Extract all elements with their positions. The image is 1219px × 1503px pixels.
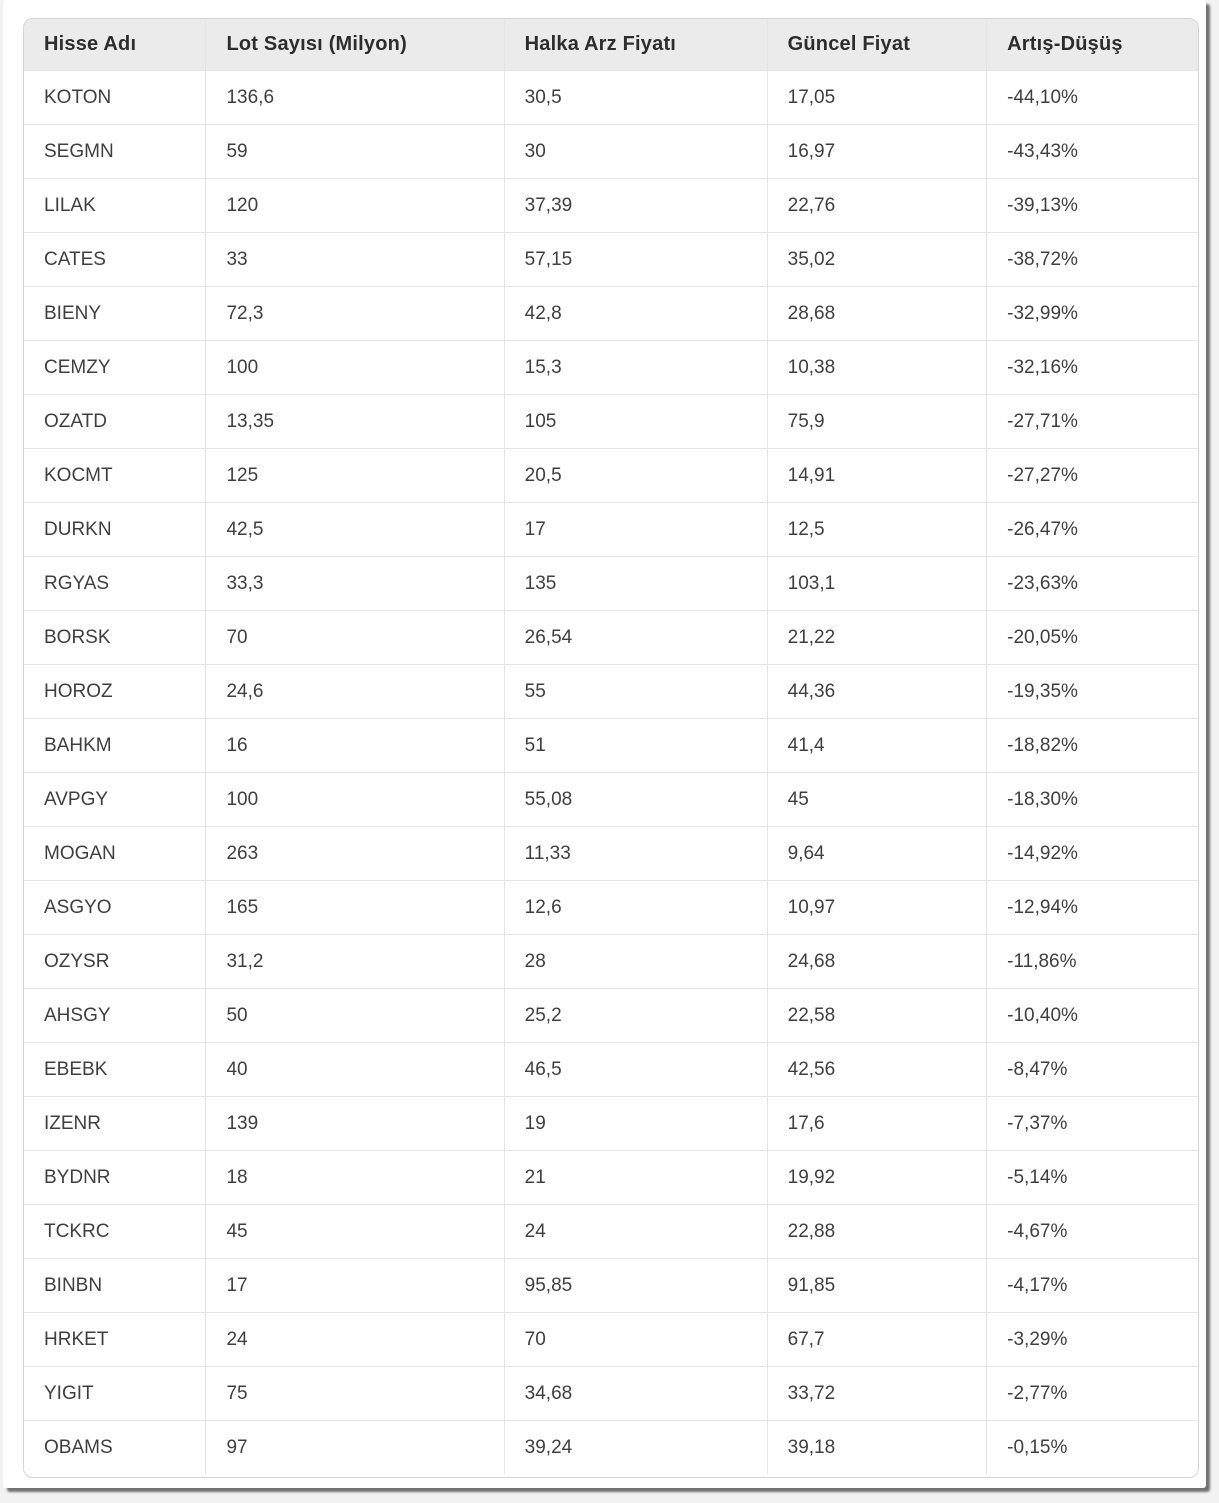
cell-guncel-fiyat: 17,6 — [767, 1097, 987, 1151]
cell-halka-arz-fiyati: 57,15 — [504, 233, 767, 287]
cell-lot-sayisi: 100 — [206, 773, 504, 827]
cell-halka-arz-fiyati: 34,68 — [504, 1367, 767, 1421]
cell-lot-sayisi: 45 — [206, 1205, 504, 1259]
cell-artis-dusus: -12,94% — [987, 881, 1198, 935]
cell-guncel-fiyat: 22,88 — [767, 1205, 987, 1259]
table-row — [24, 449, 1198, 503]
cell-guncel-fiyat: 16,97 — [767, 125, 987, 179]
cell-halka-arz-fiyati: 19 — [504, 1097, 767, 1151]
table-row — [24, 827, 1198, 881]
cell-hisse-adi: RGYAS — [24, 557, 206, 611]
cell-guncel-fiyat: 35,02 — [767, 233, 987, 287]
cell-artis-dusus: -26,47% — [987, 503, 1198, 557]
cell-hisse-adi: BORSK — [24, 611, 206, 665]
cell-halka-arz-fiyati: 105 — [504, 395, 767, 449]
cell-artis-dusus: -10,40% — [987, 989, 1198, 1043]
cell-guncel-fiyat: 21,22 — [767, 611, 987, 665]
cell-lot-sayisi: 139 — [206, 1097, 504, 1151]
cell-hisse-adi: SEGMN — [24, 125, 206, 179]
table-row — [24, 1421, 1198, 1475]
cell-lot-sayisi: 42,5 — [206, 503, 504, 557]
cell-hisse-adi: CEMZY — [24, 341, 206, 395]
cell-lot-sayisi: 33,3 — [206, 557, 504, 611]
cell-guncel-fiyat: 39,18 — [767, 1421, 987, 1475]
cell-halka-arz-fiyati: 11,33 — [504, 827, 767, 881]
cell-guncel-fiyat: 45 — [767, 773, 987, 827]
cell-halka-arz-fiyati: 95,85 — [504, 1259, 767, 1313]
cell-guncel-fiyat: 12,5 — [767, 503, 987, 557]
cell-halka-arz-fiyati: 37,39 — [504, 179, 767, 233]
cell-hisse-adi: BINBN — [24, 1259, 206, 1313]
cell-guncel-fiyat: 75,9 — [767, 395, 987, 449]
cell-guncel-fiyat: 91,85 — [767, 1259, 987, 1313]
cell-halka-arz-fiyati: 55,08 — [504, 773, 767, 827]
cell-halka-arz-fiyati: 70 — [504, 1313, 767, 1367]
cell-artis-dusus: -0,15% — [987, 1421, 1198, 1475]
cell-lot-sayisi: 31,2 — [206, 935, 504, 989]
cell-halka-arz-fiyati: 21 — [504, 1151, 767, 1205]
table-row — [24, 719, 1198, 773]
cell-artis-dusus: -8,47% — [987, 1043, 1198, 1097]
table-row — [24, 1259, 1198, 1313]
cell-hisse-adi: BYDNR — [24, 1151, 206, 1205]
cell-artis-dusus: -2,77% — [987, 1367, 1198, 1421]
cell-hisse-adi: CATES — [24, 233, 206, 287]
cell-lot-sayisi: 24,6 — [206, 665, 504, 719]
cell-lot-sayisi: 24 — [206, 1313, 504, 1367]
table-row — [24, 395, 1198, 449]
cell-hisse-adi: OZYSR — [24, 935, 206, 989]
cell-guncel-fiyat: 10,97 — [767, 881, 987, 935]
cell-artis-dusus: -27,71% — [987, 395, 1198, 449]
col-header-halka-arz-fiyati: Halka Arz Fiyatı — [504, 19, 767, 71]
table-row — [24, 233, 1198, 287]
cell-lot-sayisi: 40 — [206, 1043, 504, 1097]
cell-halka-arz-fiyati: 55 — [504, 665, 767, 719]
table-row — [24, 1313, 1198, 1367]
cell-hisse-adi: ASGYO — [24, 881, 206, 935]
cell-halka-arz-fiyati: 17 — [504, 503, 767, 557]
cell-halka-arz-fiyati: 39,24 — [504, 1421, 767, 1475]
col-header-hisse-adi: Hisse Adı — [24, 19, 206, 71]
cell-artis-dusus: -38,72% — [987, 233, 1198, 287]
cell-lot-sayisi: 16 — [206, 719, 504, 773]
cell-hisse-adi: KOTON — [24, 71, 206, 125]
cell-artis-dusus: -4,17% — [987, 1259, 1198, 1313]
cell-guncel-fiyat: 22,76 — [767, 179, 987, 233]
cell-halka-arz-fiyati: 30 — [504, 125, 767, 179]
cell-hisse-adi: KOCMT — [24, 449, 206, 503]
cell-hisse-adi: TCKRC — [24, 1205, 206, 1259]
cell-guncel-fiyat: 67,7 — [767, 1313, 987, 1367]
cell-artis-dusus: -19,35% — [987, 665, 1198, 719]
cell-hisse-adi: BAHKM — [24, 719, 206, 773]
table-row — [24, 287, 1198, 341]
cell-lot-sayisi: 100 — [206, 341, 504, 395]
cell-hisse-adi: AHSGY — [24, 989, 206, 1043]
cell-halka-arz-fiyati: 51 — [504, 719, 767, 773]
table-row — [24, 881, 1198, 935]
cell-artis-dusus: -18,30% — [987, 773, 1198, 827]
cell-lot-sayisi: 72,3 — [206, 287, 504, 341]
cell-halka-arz-fiyati: 135 — [504, 557, 767, 611]
cell-halka-arz-fiyati: 25,2 — [504, 989, 767, 1043]
table-row — [24, 1151, 1198, 1205]
table-row — [24, 665, 1198, 719]
cell-guncel-fiyat: 28,68 — [767, 287, 987, 341]
cell-hisse-adi: DURKN — [24, 503, 206, 557]
table-body — [24, 71, 1198, 1475]
table-row — [24, 1097, 1198, 1151]
cell-artis-dusus: -11,86% — [987, 935, 1198, 989]
cell-lot-sayisi: 18 — [206, 1151, 504, 1205]
cell-hisse-adi: HOROZ — [24, 665, 206, 719]
cell-hisse-adi: EBEBK — [24, 1043, 206, 1097]
cell-artis-dusus: -5,14% — [987, 1151, 1198, 1205]
cell-artis-dusus: -27,27% — [987, 449, 1198, 503]
cell-lot-sayisi: 70 — [206, 611, 504, 665]
cell-guncel-fiyat: 44,36 — [767, 665, 987, 719]
content-card — [3, 0, 1206, 1488]
cell-halka-arz-fiyati: 15,3 — [504, 341, 767, 395]
cell-guncel-fiyat: 19,92 — [767, 1151, 987, 1205]
cell-hisse-adi: HRKET — [24, 1313, 206, 1367]
cell-guncel-fiyat: 24,68 — [767, 935, 987, 989]
cell-lot-sayisi: 120 — [206, 179, 504, 233]
cell-hisse-adi: MOGAN — [24, 827, 206, 881]
cell-artis-dusus: -20,05% — [987, 611, 1198, 665]
ipo-stocks-table — [24, 19, 1198, 1474]
cell-hisse-adi: BIENY — [24, 287, 206, 341]
cell-artis-dusus: -32,16% — [987, 341, 1198, 395]
cell-halka-arz-fiyati: 28 — [504, 935, 767, 989]
table-row — [24, 71, 1198, 125]
cell-artis-dusus: -44,10% — [987, 71, 1198, 125]
cell-lot-sayisi: 125 — [206, 449, 504, 503]
cell-artis-dusus: -43,43% — [987, 125, 1198, 179]
cell-hisse-adi: LILAK — [24, 179, 206, 233]
cell-lot-sayisi: 59 — [206, 125, 504, 179]
cell-guncel-fiyat: 9,64 — [767, 827, 987, 881]
table-row — [24, 341, 1198, 395]
table-row — [24, 1205, 1198, 1259]
cell-lot-sayisi: 50 — [206, 989, 504, 1043]
cell-hisse-adi: OZATD — [24, 395, 206, 449]
cell-lot-sayisi: 17 — [206, 1259, 504, 1313]
cell-guncel-fiyat: 33,72 — [767, 1367, 987, 1421]
cell-guncel-fiyat: 17,05 — [767, 71, 987, 125]
cell-halka-arz-fiyati: 30,5 — [504, 71, 767, 125]
cell-hisse-adi: YIGIT — [24, 1367, 206, 1421]
cell-lot-sayisi: 13,35 — [206, 395, 504, 449]
cell-hisse-adi: AVPGY — [24, 773, 206, 827]
cell-guncel-fiyat: 10,38 — [767, 341, 987, 395]
cell-lot-sayisi: 165 — [206, 881, 504, 935]
table-row — [24, 1367, 1198, 1421]
cell-halka-arz-fiyati: 20,5 — [504, 449, 767, 503]
cell-hisse-adi: IZENR — [24, 1097, 206, 1151]
table-row — [24, 773, 1198, 827]
cell-lot-sayisi: 136,6 — [206, 71, 504, 125]
table-row — [24, 125, 1198, 179]
table-row — [24, 179, 1198, 233]
cell-artis-dusus: -3,29% — [987, 1313, 1198, 1367]
cell-artis-dusus: -7,37% — [987, 1097, 1198, 1151]
cell-guncel-fiyat: 103,1 — [767, 557, 987, 611]
table-row — [24, 935, 1198, 989]
cell-halka-arz-fiyati: 42,8 — [504, 287, 767, 341]
table-row — [24, 557, 1198, 611]
table-row — [24, 1043, 1198, 1097]
cell-guncel-fiyat: 22,58 — [767, 989, 987, 1043]
cell-artis-dusus: -4,67% — [987, 1205, 1198, 1259]
cell-lot-sayisi: 33 — [206, 233, 504, 287]
table-row — [24, 989, 1198, 1043]
ipo-stocks-table-container — [23, 18, 1199, 1478]
cell-halka-arz-fiyati: 46,5 — [504, 1043, 767, 1097]
col-header-guncel-fiyat: Güncel Fiyat — [767, 19, 987, 71]
cell-artis-dusus: -23,63% — [987, 557, 1198, 611]
cell-lot-sayisi: 263 — [206, 827, 504, 881]
cell-artis-dusus: -18,82% — [987, 719, 1198, 773]
cell-guncel-fiyat: 14,91 — [767, 449, 987, 503]
cell-halka-arz-fiyati: 26,54 — [504, 611, 767, 665]
cell-guncel-fiyat: 41,4 — [767, 719, 987, 773]
cell-lot-sayisi: 97 — [206, 1421, 504, 1475]
cell-artis-dusus: -14,92% — [987, 827, 1198, 881]
cell-lot-sayisi: 75 — [206, 1367, 504, 1421]
col-header-lot-sayisi: Lot Sayısı (Milyon) — [206, 19, 504, 71]
cell-artis-dusus: -39,13% — [987, 179, 1198, 233]
cell-artis-dusus: -32,99% — [987, 287, 1198, 341]
table-row — [24, 503, 1198, 557]
col-header-artis-dusus: Artış-Düşüş — [987, 19, 1198, 71]
cell-hisse-adi: OBAMS — [24, 1421, 206, 1475]
cell-halka-arz-fiyati: 12,6 — [504, 881, 767, 935]
table-header-row — [24, 19, 1198, 71]
table-row — [24, 611, 1198, 665]
cell-halka-arz-fiyati: 24 — [504, 1205, 767, 1259]
cell-guncel-fiyat: 42,56 — [767, 1043, 987, 1097]
